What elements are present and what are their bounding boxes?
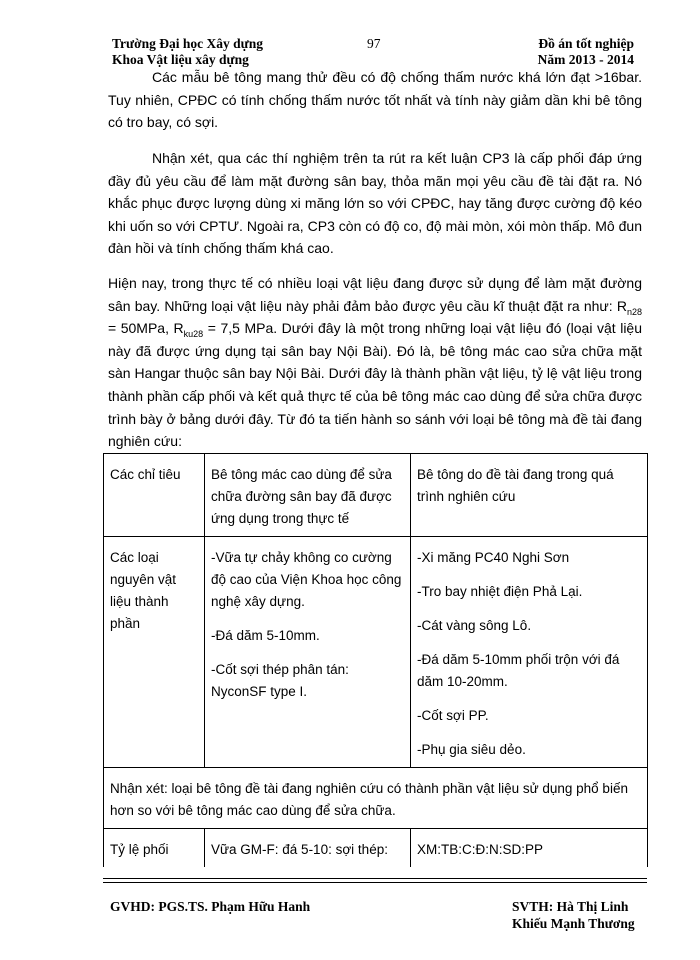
- comparison-table: [103, 453, 648, 867]
- footer-divider-bottom: [103, 882, 647, 883]
- table-cell-practical-ratio: Vữa GM-F: đá 5-10: sợi thép:: [205, 829, 411, 868]
- paragraph-conclusion: Nhận xét, qua các thí nghiệm trên ta rút ra kết luận CP3 là cấp phối đáp ứng đầy đủ yêu cầu để làm mặt đường sân bay, thỏa mãn mọi yêu cầu đề tài đặt ra. Nó khắc phục được lượng dùng xi măng lớn so với CPĐC, hay tăng được cường độ kéo khi uốn so với CPTƯ. Ngoài ra, CP3 còn có độ co, độ mài mòn, xói mòn thấp. Mô đun đàn hồi và tính chống thấm khá cao.: [108, 150, 642, 257]
- table-header-cell: Bê tông mác cao dùng để sửa chữa đường sân bay đã được ứng dụng trong thực tế: [205, 454, 411, 537]
- table-row-ratio: [104, 829, 648, 868]
- table-row-label: Các loại nguyên vật liệu thành phần: [104, 537, 205, 768]
- list-item: -Vữa tự chảy không co cường độ cao của Viện Khoa học công nghệ xây dựng.: [211, 550, 402, 609]
- list-item: -Xi măng PC40 Nghi Sơn: [417, 550, 570, 565]
- header-school: Trường Đại học Xây dựng: [112, 36, 263, 51]
- table-header-cell: Các chỉ tiêu: [104, 454, 205, 537]
- table-remark-cell: Nhận xét: loại bê tông đề tài đang nghiên cứu có thành phần vật liệu sử dụng phổ biến hơn so với bê tông mác cao dùng để sửa chữa.: [104, 768, 648, 829]
- list-item: -Phụ gia siêu dẻo.: [417, 742, 526, 757]
- table-row-label: Tỷ lệ phối: [104, 829, 205, 868]
- header-year: Năm 2013 - 2014: [537, 52, 634, 67]
- text-segment: = 7,5 MPa. Dưới đây là một trong những loại vật liệu đó (loại vật liệu này đã được ứng dụng tại sân bay Nội Bài). Đó là, bê tông mác cao sửa chữa mặt sàn Hangar thuộc sân bay Nội Bài. Dưới đây là thành phần vật liệu, tỷ lệ vật liệu trong thành phần cấp phối và kết quả thực tế của bê tông mác cao dùng để sửa chữa được trình bày ở bảng dưới đây. Từ đó ta tiến hành so sánh với loại bê tông mà đề tài đang nghiên cứu:: [108, 320, 642, 450]
- footer-advisor: GVHD: PGS.TS. Phạm Hữu Hanh: [110, 899, 311, 914]
- paragraph-waterproofing: Các mẫu bê tông mang thử đều có độ chống thấm nước khá lớn đạt >16bar. Tuy nhiên, CPĐC có tính chống thấm nước tốt nhất và tính này giảm dần khi bê tông có tro bay, có sợi.: [108, 69, 642, 131]
- subscript-rku28: ku28: [183, 328, 204, 339]
- paragraph-materials-intro: [108, 272, 642, 453]
- header-doc-type: Đồ án tốt nghiệp: [538, 36, 634, 51]
- list-item: -Cốt sợi thép phân tán: NyconSF type I.: [211, 662, 349, 699]
- text-segment: Hiện nay, trong thực tế có nhiều loại vật liệu đang được sử dụng để làm mặt đường sân bay. Những loại vật liệu này phải đảm bảo được yêu cầu kĩ thuật đặt ra như: R: [108, 275, 642, 314]
- list-item: -Đá dăm 5-10mm phối trộn với đá dăm 10-20mm.: [417, 652, 620, 689]
- table-header-cell: Bê tông do đề tài đang trong quá trình nghiên cứu: [411, 454, 648, 537]
- header-page-number: 97: [367, 36, 381, 51]
- footer-student-2: Khiếu Mạnh Thương: [512, 916, 635, 931]
- table-row-materials: [104, 537, 648, 768]
- list-item: -Cốt sợi PP.: [417, 708, 489, 723]
- list-item: -Tro bay nhiệt điện Phả Lại.: [417, 584, 583, 599]
- list-item: -Đá dăm 5-10mm.: [211, 628, 320, 643]
- table-header-row: [104, 454, 648, 537]
- footer-student-1: SVTH: Hà Thị Linh: [512, 899, 629, 914]
- subscript-rn28: n28: [626, 306, 642, 317]
- table-row-remark: [104, 768, 648, 829]
- table-cell-research-concrete: [411, 537, 648, 768]
- footer-divider-top: [103, 878, 647, 879]
- header-faculty: Khoa Vật liệu xây dựng: [112, 52, 249, 67]
- list-item: -Cát vàng sông Lô.: [417, 618, 532, 633]
- table-cell-research-ratio: XM:TB:C:Đ:N:SD:PP: [411, 829, 648, 868]
- table-cell-practical-concrete: [205, 537, 411, 768]
- text-segment: = 50MPa, R: [108, 320, 184, 337]
